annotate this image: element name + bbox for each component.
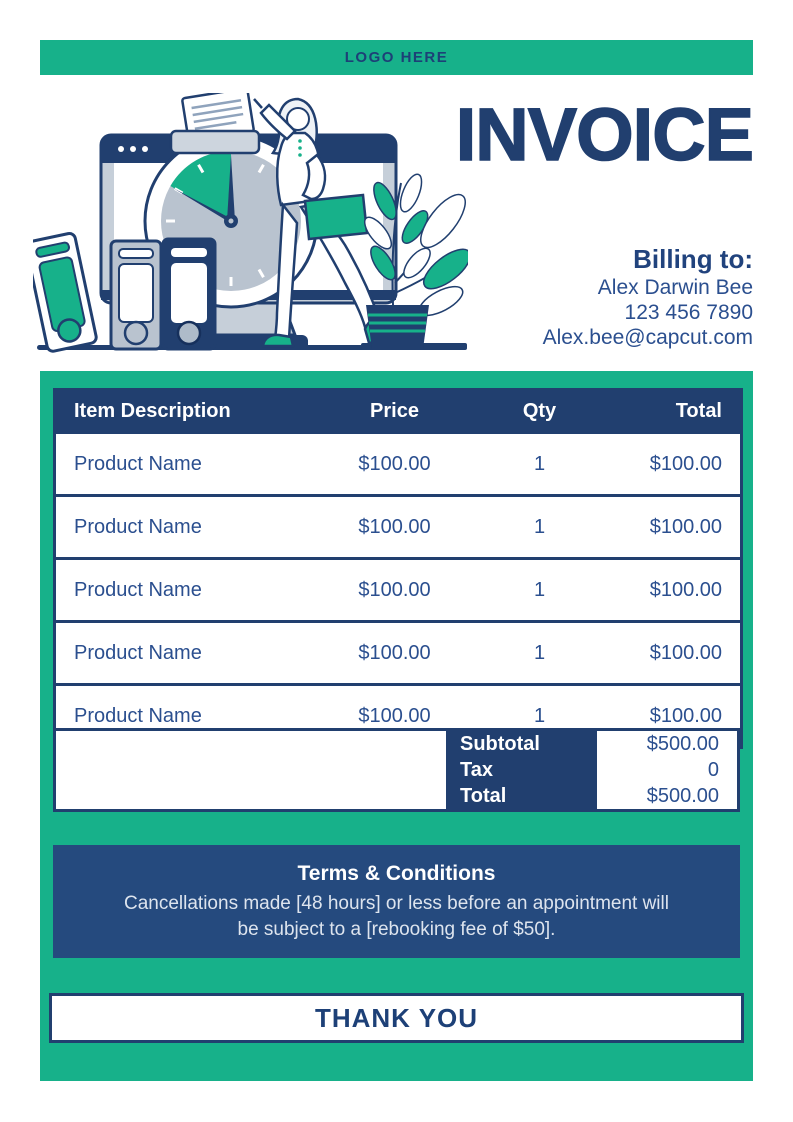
subtotal-label: Subtotal — [460, 733, 540, 755]
invoice-illustration — [33, 93, 468, 356]
totals-values — [597, 731, 737, 809]
total-label: Total — [460, 785, 507, 807]
cell-item: Product Name — [55, 622, 305, 685]
cell-total: $100.00 — [595, 622, 742, 685]
invoice-table-body — [55, 433, 742, 748]
cell-price: $100.00 — [305, 559, 485, 622]
logo-bar — [40, 40, 753, 75]
terms-line-1: Cancellations made [48 hours] or less before an appointment will — [124, 893, 669, 914]
potted-plant-icon — [360, 171, 468, 350]
column-header-qty: Qty — [485, 390, 595, 433]
cell-qty: 1 — [485, 559, 595, 622]
billing-name: Alex Darwin Bee — [597, 276, 753, 299]
cell-total: $100.00 — [595, 433, 742, 496]
billing-phone: 123 456 7890 — [624, 301, 753, 324]
column-header-price: Price — [305, 390, 485, 433]
terms-box — [53, 845, 740, 958]
invoice-table-header — [55, 390, 742, 433]
totals-spacer — [56, 731, 446, 809]
totals-labels — [446, 731, 597, 809]
receipt-printer-icon — [171, 93, 259, 153]
billing-heading: Billing to: — [633, 244, 753, 274]
table-row — [55, 496, 742, 559]
tax-label: Tax — [460, 759, 493, 781]
cell-item: Product Name — [55, 559, 305, 622]
thank-you-banner — [49, 993, 744, 1043]
total-value: $500.00 — [646, 785, 719, 807]
billing-email: Alex.bee@capcut.com — [542, 326, 753, 349]
cell-price: $100.00 — [305, 433, 485, 496]
totals-row — [53, 728, 740, 812]
page-title: INVOICE — [455, 93, 753, 176]
terms-line-2: be subject to a [rebooking fee of $50]. — [237, 919, 556, 940]
cell-qty: 1 — [485, 685, 595, 748]
cell-item: Product Name — [55, 685, 305, 748]
tax-value: 0 — [707, 759, 719, 781]
cell-price: $100.00 — [305, 496, 485, 559]
cell-total: $100.00 — [595, 685, 742, 748]
cell-price: $100.00 — [305, 622, 485, 685]
logo-placeholder-label: LOGO HERE — [344, 49, 449, 66]
cell-qty: 1 — [485, 622, 595, 685]
invoice-table — [53, 388, 743, 749]
billing-block — [543, 243, 753, 350]
cell-item: Product Name — [55, 496, 305, 559]
cell-total: $100.00 — [595, 496, 742, 559]
table-row — [55, 622, 742, 685]
table-row — [55, 433, 742, 496]
column-header-item: Item Description — [55, 390, 305, 433]
thank-you-label: THANK YOU — [314, 1002, 479, 1033]
cell-qty: 1 — [485, 433, 595, 496]
subtotal-value: $500.00 — [646, 733, 719, 755]
column-header-total: Total — [595, 390, 742, 433]
cell-item: Product Name — [55, 433, 305, 496]
table-row — [55, 559, 742, 622]
binders-icon — [33, 232, 215, 352]
terms-title: Terms & Conditions — [297, 862, 496, 885]
cell-qty: 1 — [485, 496, 595, 559]
cell-price: $100.00 — [305, 685, 485, 748]
invoice-body-panel — [40, 371, 753, 1081]
cell-total: $100.00 — [595, 559, 742, 622]
terms-body — [53, 891, 740, 943]
